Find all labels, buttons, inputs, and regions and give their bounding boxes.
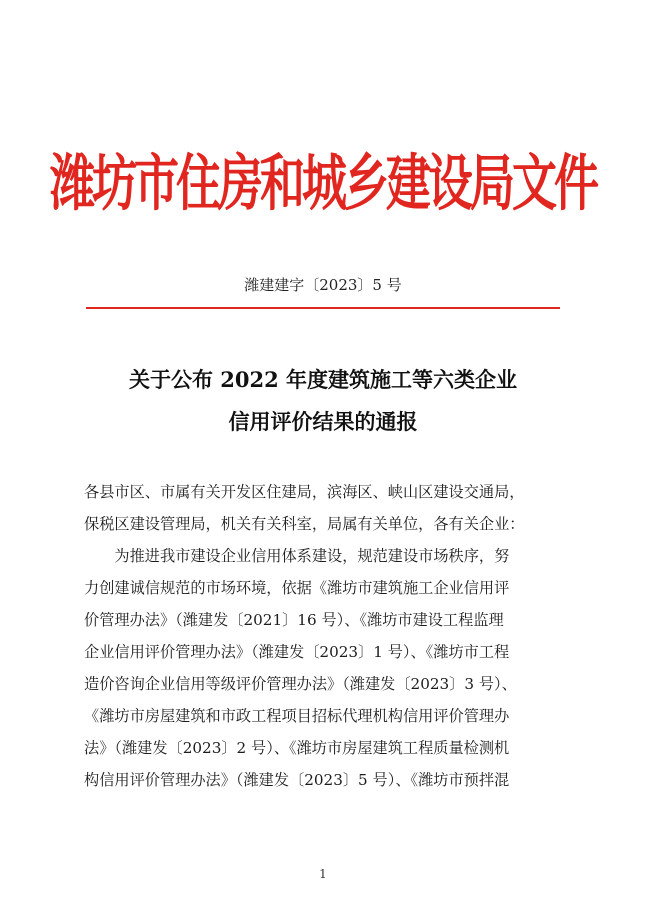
body-line: 构信用评价管理办法》（潍建发〔2023〕5 号）、《潍坊市预拌混	[84, 771, 510, 789]
body-line: 保税区建设管理局，机关有关科室，局属有关单位，各有关企业：	[84, 515, 525, 533]
body-line: 各县市区、市属有关开发区住建局，滨海区、峡山区建设交通局，	[84, 483, 525, 501]
body-line: 力创建诚信规范的市场环境，依据《潍坊市建筑施工企业信用评	[84, 579, 510, 597]
body-line: 企业信用评价管理办法》（潍建发〔2023〕1 号）、《潍坊市工程	[84, 643, 510, 661]
body-line: 《潍坊市房屋建筑和市政工程项目招标代理机构信用评价管理办	[84, 707, 510, 725]
body-line: 为推进我市建设企业信用体系建设，规范建设市场秩序，努	[84, 547, 510, 565]
body-line: 价管理办法》（潍建发〔2021〕16 号）、《潍坊市建设工程监理	[84, 611, 504, 629]
body-line: 法》（潍建发〔2023〕2 号）、《潍坊市房屋建筑工程质量检测机	[84, 739, 510, 757]
page-number: 1	[319, 867, 327, 881]
document-title-line-2: 信用评价结果的通报	[228, 409, 418, 434]
body-line: 造价咨询企业信用等级评价管理办法》（潍建发〔2023〕3 号）、	[84, 675, 517, 693]
red-divider-line	[86, 307, 560, 309]
issuer-heading: 潍坊市住房和城乡建设局文件	[49, 147, 596, 219]
document-title-line-1: 关于公布 2022 年度建筑施工等六类企业	[128, 367, 518, 392]
document-number: 潍建建字〔2023〕5 号	[244, 276, 402, 294]
